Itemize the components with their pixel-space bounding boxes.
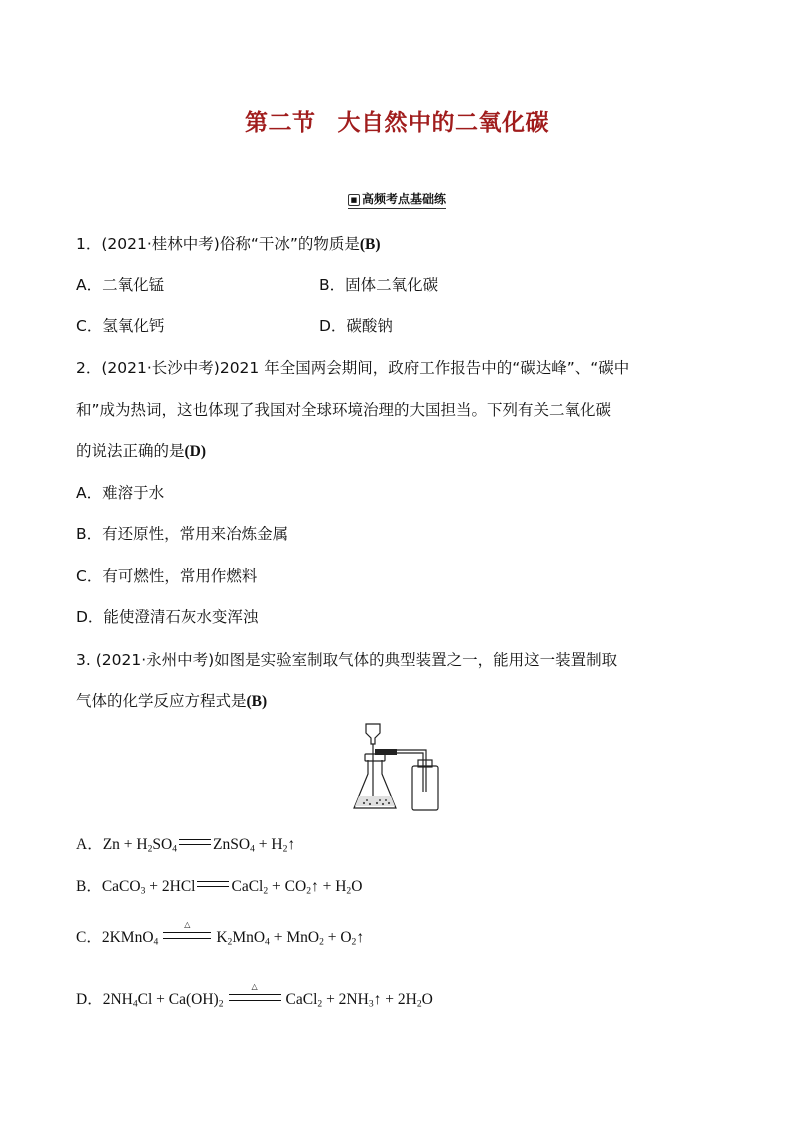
q3-a-r3: 4 xyxy=(172,843,178,855)
q2-stem-line-1: 2．(2021·长沙中考)2021 年全国两会期间，政府工作报告中的“碳达峰”、“碳中 xyxy=(76,359,630,377)
q3-a-equals-sign xyxy=(179,839,211,845)
q3-c-r0: 2KMnO xyxy=(101,929,154,946)
q3-b-p4: ↑ + H xyxy=(310,878,347,895)
q3-b-r0: CaCO xyxy=(101,878,141,895)
q3-a-p0: ZnSO xyxy=(213,836,251,853)
q2-answer: (D) xyxy=(184,443,207,460)
q3-b-equals-sign xyxy=(197,881,229,887)
q3-answer: (B) xyxy=(246,693,268,710)
q3-d-p1: 2 xyxy=(317,998,323,1010)
q3-option-a xyxy=(76,835,295,855)
q3-option-b-label: B． xyxy=(76,878,102,895)
q3-b-p5: 2 xyxy=(346,885,352,897)
q1-option-row-2 xyxy=(76,316,393,336)
q3-b-p2: + CO xyxy=(268,878,307,895)
q3-c-p7: 2 xyxy=(351,936,357,948)
q3-b-p6: O xyxy=(351,878,363,895)
q3-b-r1: 3 xyxy=(140,885,146,897)
q3-option-c xyxy=(76,920,365,948)
q2-stem-line-3 xyxy=(76,441,206,462)
page-title xyxy=(0,104,794,137)
q3-d-p4: ↑ + 2H xyxy=(373,991,417,1008)
q3-b-p3: 2 xyxy=(306,885,311,897)
book-icon: ■ xyxy=(348,194,360,206)
q3-c-p5: 2 xyxy=(319,936,324,948)
q3-d-r2: Cl + Ca(OH) xyxy=(137,991,219,1008)
q3-c-p2: MnO xyxy=(232,929,266,946)
q3-a-p3: 2 xyxy=(282,843,288,855)
q3-d-r1: 4 xyxy=(132,998,138,1010)
q3-d-r0: 2NH xyxy=(102,991,133,1008)
heat-triangle-icon: △ xyxy=(251,982,258,991)
q1-stem-text: 1．(2021·桂林中考)俗称“干冰”的物质是 xyxy=(76,235,360,253)
q3-c-p0: K xyxy=(216,929,228,946)
q2-option-a: A．难溶于水 xyxy=(76,484,165,502)
q2-option-b: B．有还原性，常用来冶炼金属 xyxy=(76,525,289,543)
title-section-number: 第二节 xyxy=(245,110,316,136)
section-label: 高频考点基础练 xyxy=(361,192,446,206)
q3-option-d xyxy=(76,982,433,1010)
q3-option-b xyxy=(76,877,362,897)
section-header xyxy=(0,190,794,209)
q3-d-p3: 3 xyxy=(368,998,374,1010)
q3-a-r2: SO xyxy=(152,836,173,853)
q3-b-r2: + 2HCl xyxy=(145,878,196,895)
q3-d-p0: CaCl xyxy=(285,991,318,1008)
q1-option-a: A．二氧化锰 xyxy=(76,276,165,294)
q2-stem-text: 的说法正确的是 xyxy=(76,442,185,460)
q3-a-r1: 2 xyxy=(147,843,153,855)
heat-triangle-icon: △ xyxy=(184,920,191,929)
q1-stem xyxy=(76,234,381,255)
q3-option-c-label: C． xyxy=(76,929,102,946)
q1-answer: (B) xyxy=(359,236,381,253)
gas-generation-apparatus-diagram xyxy=(346,720,446,816)
q3-stem-text: 气体的化学反应方程式是 xyxy=(76,692,247,710)
q1-option-c: C．氢氧化钙 xyxy=(76,317,165,335)
q3-stem-line-2 xyxy=(76,691,267,712)
q3-c-p8: ↑ xyxy=(356,929,365,946)
q1-option-row-1 xyxy=(76,275,439,295)
q3-c-p1: 2 xyxy=(227,936,233,948)
q3-d-p5: 2 xyxy=(416,998,422,1010)
q3-a-p1: 4 xyxy=(250,843,255,855)
q3-c-p6: + O xyxy=(323,929,352,946)
q3-stem-line-1: 3. (2021·永州中考)如图是实验室制取气体的典型装置之一，能用这一装置制取 xyxy=(76,651,618,669)
q3-d-p6: O xyxy=(421,991,433,1008)
q3-b-p1: 2 xyxy=(263,885,269,897)
q3-a-r0: Zn + H xyxy=(102,836,148,853)
q2-option-d: D．能使澄清石灰水变浑浊 xyxy=(76,608,259,626)
q2-stem-line-2: 和”成为热词，这也体现了我国对全球环境治理的大国担当。下列有关二氧化碳 xyxy=(76,401,612,419)
q3-option-a-label: A． xyxy=(76,836,103,853)
q3-d-r3: 2 xyxy=(218,998,224,1010)
q3-b-p0: CaCl xyxy=(231,878,264,895)
q3-d-p2: + 2NH xyxy=(322,991,369,1008)
q1-option-b: B．固体二氧化碳 xyxy=(319,276,439,294)
q3-c-p3: 4 xyxy=(265,936,270,948)
q1-option-d: D．碳酸钠 xyxy=(319,317,393,335)
q3-option-d-label: D． xyxy=(76,991,103,1008)
q3-a-p2: + H xyxy=(254,836,283,853)
title-topic: 大自然中的二氧化碳 xyxy=(337,110,549,136)
q3-a-p4: ↑ xyxy=(287,836,296,853)
q3-c-r1: 4 xyxy=(153,936,159,948)
q3-d-heat-equals-sign xyxy=(229,982,281,1001)
q3-c-heat-equals-sign xyxy=(163,920,211,939)
q3-c-p4: + MnO xyxy=(269,929,320,946)
q2-option-c: C．有可燃性，常用作燃料 xyxy=(76,567,258,585)
